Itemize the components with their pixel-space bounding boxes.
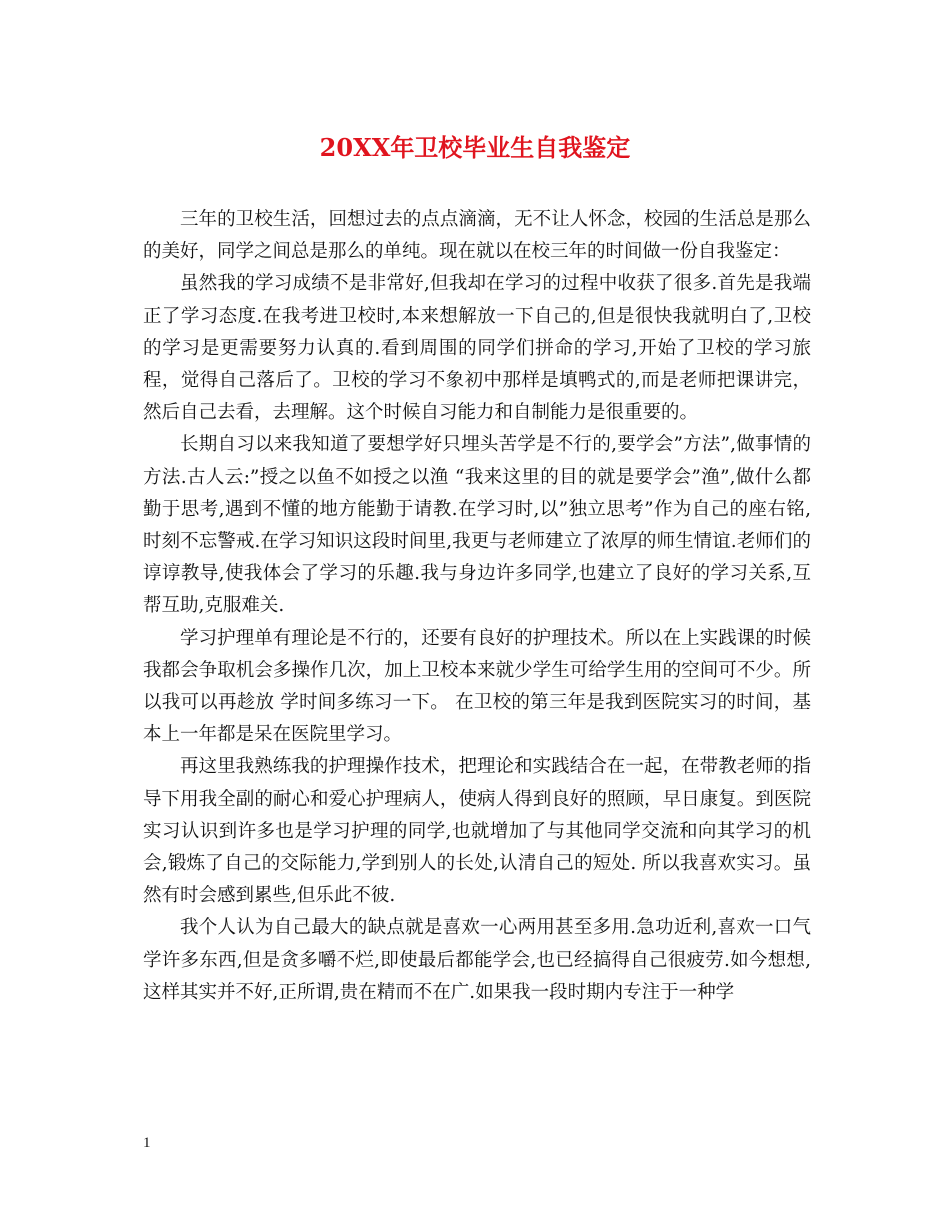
paragraph-5: 再这里我熟练我的护理操作技术，把理论和实践结合在一起，在带教老师的指导下用我全副的耐心和爱心护理病人，使病人得到良好的照顾，早日康复。到医院实习认识到许多也是学习护理的同学,也就增加了与其他同学交流和向其学习的机会,锻炼了自己的交际能力,学到别人的长处,认清自己的短处. 所以我喜欢实习。虽然有时会感到累些,但乐此不彼. xyxy=(143,756,811,907)
paragraph-1: 三年的卫校生活，回想过去的点点滴滴，无不让人怀念，校园的生活总是那么的美好，同学之间总是那么的单纯。现在就以在校三年的时间做一份自我鉴定： xyxy=(143,209,811,263)
document-title: 20XX年卫校毕业生自我鉴定 xyxy=(319,133,631,162)
paragraph-2: 虽然我的学习成绩不是非常好,但我却在学习的过程中收获了很多.首先是我端正了学习态度.在我考进卫校时,本来想解放一下自己的,但是很快我就明白了,卫校的学习是更需要努力认真的.看到周围的同学们拼命的学习,开始了卫校的学习旅程，觉得自己落后了。卫校的学习不象初中那样是填鸭式的,而是老师把课讲完，然后自己去看，去理解。这个时候自习能力和自制能力是很重要的。 xyxy=(143,273,811,424)
paragraph-4: 学习护理单有理论是不行的，还要有良好的护理技术。所以在上实践课的时候我都会争取机会多操作几次，加上卫校本来就少学生可给学生用的空间可不少。所以我可以再趁放 学时间多练习一下。 在卫校的第三年是我到医院实习的时间，基本上一年都是呆在医院里学习。 xyxy=(143,627,811,746)
paragraph-3: 长期自习以来我知道了要想学好只埋头苦学是不行的,要学会”方法”,做事情的方法.古人云:”授之以鱼不如授之以渔 “我来这里的目的就是要学会”渔”,做什么都勤于思考,遇到不懂的地方能勤于请教.在学习时,以”独立思考”作为自己的座右铭,时刻不忘警戒.在学习知识这段时间里,我更与老师建立了浓厚的师生情谊.老师们的谆谆教导,使我体会了学习的乐趣.我与身边许多同学,也建立了良好的学习关系,互帮互助,克服难关. xyxy=(143,434,811,617)
page-number: 1 xyxy=(143,1135,151,1151)
document-body xyxy=(143,204,811,1009)
paragraph-6: 我个人认为自己最大的缺点就是喜欢一心两用甚至多用.急功近利,喜欢一口气学许多东西,但是贪多嚼不烂,即使最后都能学会,也已经搞得自己很疲劳.如今想想,这样其实并不好,正所谓,贵在精而不在广.如果我一段时期内专注于一种学 xyxy=(143,917,811,1003)
